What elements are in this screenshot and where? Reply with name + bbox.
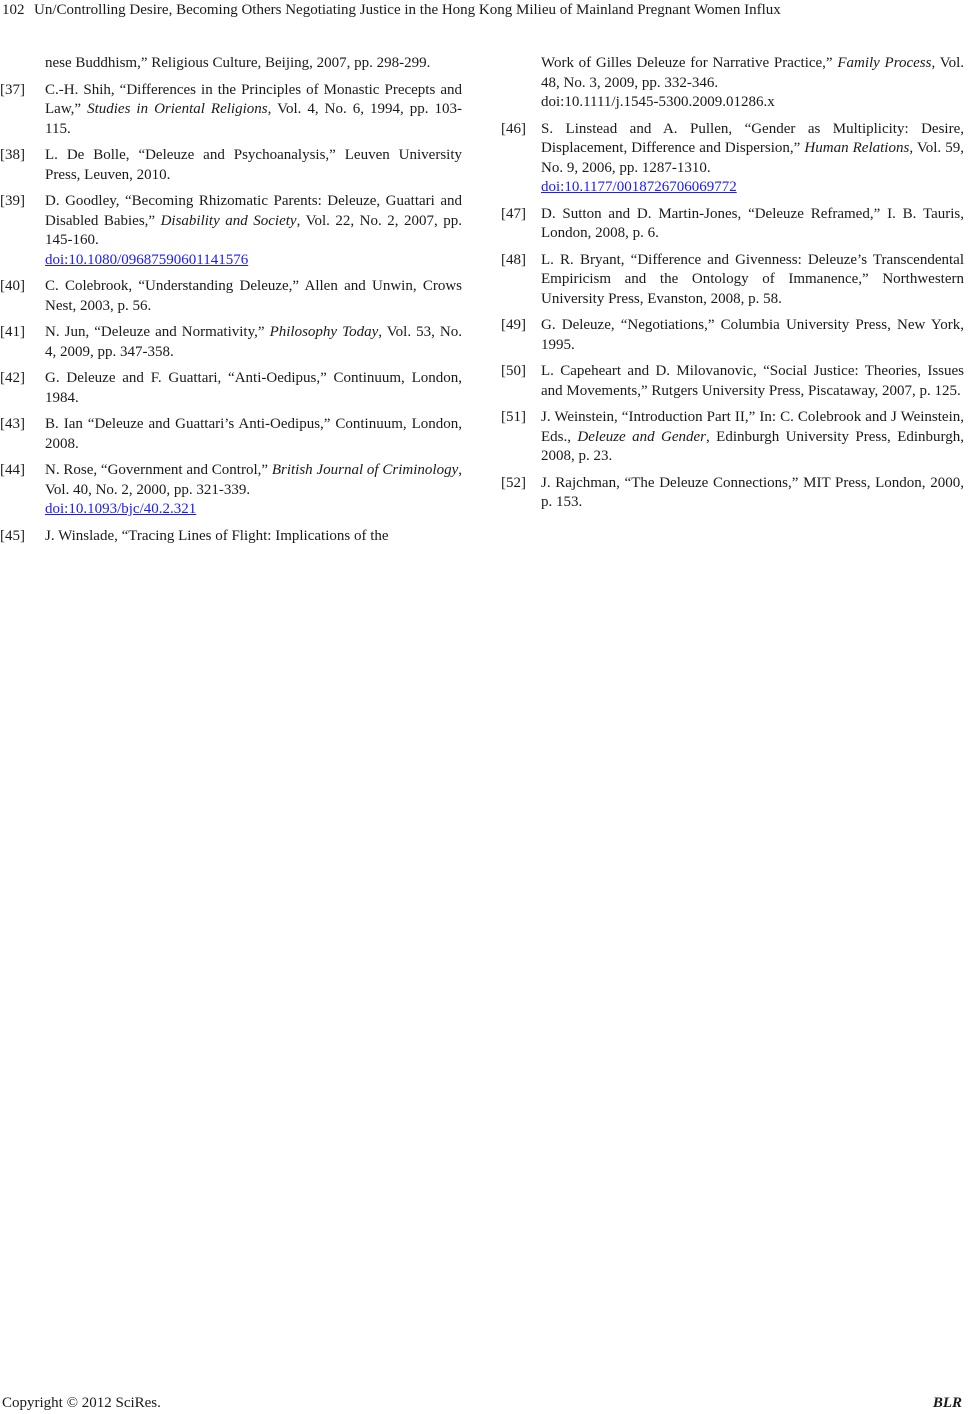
- reference-text: C. Colebrook, “Understanding Deleuze,” Allen and Unwin, Crows Nest, 2003, p. 56.: [45, 278, 462, 314]
- reference-continuation: nese Buddhism,” Religious Culture, Beijing, 2007, pp. 298-299.: [45, 55, 431, 71]
- reference-number: [37]: [0, 81, 25, 98]
- reference-number: [42]: [0, 370, 25, 386]
- reference-details: , Vol. 59, No. 9, 2006, pp. 1287-1310.: [541, 140, 964, 176]
- reference-list-right: [501, 120, 964, 513]
- reference-item: [501, 205, 964, 244]
- reference-item: [0, 461, 462, 520]
- journal-title: Family Process: [837, 55, 932, 71]
- reference-number: [43]: [0, 416, 25, 432]
- copyright-notice: Copyright © 2012 SciRes.: [2, 1395, 161, 1411]
- reference-item: [0, 369, 462, 408]
- reference-number: [39]: [0, 193, 25, 209]
- reference-item: [501, 474, 964, 513]
- reference-text: G. Deleuze and F. Guattari, “Anti-Oedipus,” Continuum, London, 1984.: [45, 370, 462, 406]
- reference-text: B. Ian “Deleuze and Guattari’s Anti-Oedipus,” Continuum, London, 2008.: [45, 416, 462, 452]
- reference-item: [0, 323, 462, 362]
- doi-link[interactable]: doi:10.1093/bjc/40.2.321: [45, 501, 197, 517]
- reference-details: , Vol. 40, No. 2, 2000, pp. 321-339.: [45, 462, 462, 498]
- reference-number: [49]: [501, 317, 526, 333]
- reference-text: L. Capeheart and D. Milovanovic, “Social Justice: Theories, Issues and Movements,” Rutgers University Press, Piscataway, 2007, p. 125.: [541, 363, 964, 399]
- reference-item: [501, 362, 964, 401]
- reference-text: L. De Bolle, “Deleuze and Psychoanalysis,” Leuven University Press, Leuven, 2010.: [45, 147, 462, 183]
- reference-continuation-right: [504, 54, 964, 113]
- journal-title: Philosophy Today: [269, 324, 379, 340]
- reference-number: [40]: [0, 278, 25, 294]
- reference-text: Work of Gilles Deleuze for Narrative Practice,”: [541, 55, 838, 71]
- reference-text: S. Linstead and A. Pullen, “Gender as Multiplicity: Desire, Displacement, Difference and Dispersion,”: [541, 120, 964, 156]
- journal-title: Deleuze and Gender: [577, 428, 707, 445]
- journal-title: Studies in Oriental Religions: [87, 101, 268, 117]
- reference-number: [41]: [0, 324, 25, 340]
- doi-link[interactable]: doi:10.1111/j.1545-5300.2009.01286.x: [541, 94, 775, 110]
- reference-details: , Vol. 48, No. 3, 2009, pp. 332-346.: [541, 55, 965, 91]
- left-column: [0, 54, 462, 553]
- doi-link[interactable]: doi:10.1080/09687590601141576: [45, 251, 249, 268]
- reference-item: [0, 146, 462, 185]
- reference-text: J. Winslade, “Tracing Lines of Flight: Implications of the: [45, 527, 389, 544]
- reference-text: D. Sutton and D. Martin-Jones, “Deleuze Reframed,” I. B. Tauris, London, 2008, p. 6.: [541, 205, 964, 241]
- reference-item: [501, 120, 964, 198]
- right-column: [501, 54, 965, 520]
- reference-number: [38]: [0, 147, 25, 163]
- reference-text: G. Deleuze, “Negotiations,” Columbia University Press, New York, 1995.: [541, 317, 964, 353]
- reference-text: D. Goodley, “Becoming Rhizomatic Parents: Deleuze, Guattari and Disabled Babies,”: [45, 193, 462, 229]
- reference-item: [501, 251, 964, 310]
- reference-details: , Vol. 53, No. 4, 2009, pp. 347-358.: [45, 324, 462, 360]
- page-header: [0, 0, 968, 22]
- reference-list-left: [0, 81, 462, 547]
- reference-number: [47]: [501, 205, 526, 222]
- reference-text: N. Jun, “Deleuze and Normativity,”: [45, 324, 270, 340]
- reference-number: [46]: [501, 120, 526, 137]
- reference-number: [50]: [501, 363, 526, 379]
- reference-item: [0, 81, 462, 140]
- page-number: 102: [2, 2, 25, 18]
- reference-item: [0, 527, 462, 547]
- reference-number: [44]: [0, 462, 25, 478]
- reference-details: , Vol. 4, No. 6, 1994, pp. 103-115.: [45, 101, 462, 137]
- reference-number: [45]: [0, 527, 25, 544]
- reference-text: N. Rose, “Government and Control,”: [45, 462, 272, 478]
- reference-item: [501, 316, 964, 355]
- running-title: Un/Controlling Desire, Becoming Others Negotiating Justice in the Hong Kong Milieu of Mainland Pregnant Women Influx: [34, 2, 781, 18]
- doi-link[interactable]: doi:10.1177/0018726706069772: [541, 179, 737, 195]
- journal-title: Disability and Society: [160, 212, 297, 229]
- journal-abbreviation: BLR: [932, 1395, 962, 1411]
- reference-number: [51]: [501, 409, 526, 425]
- reference-number: [52]: [501, 474, 526, 491]
- reference-text: C.-H. Shih, “Differences in the Principles of Monastic Precepts and Law,”: [45, 81, 462, 117]
- reference-details: , Edinburgh University Press, Edinburgh, 2008, p. 23.: [541, 428, 964, 464]
- reference-details: , Vol. 22, No. 2, 2007, pp. 145-160.: [45, 212, 462, 248]
- reference-item: [0, 192, 462, 270]
- journal-title: Human Relations: [804, 140, 910, 156]
- reference-text: J. Rajchman, “The Deleuze Connections,” MIT Press, London, 2000, p. 153.: [541, 474, 964, 510]
- reference-number: [48]: [501, 251, 526, 268]
- reference-item: [501, 408, 964, 467]
- reference-text: L. R. Bryant, “Difference and Givenness: Deleuze’s Transcendental Empiricism and the Ontology of Immanence,” Northwestern University Press, Evanston, 2008, p. 58.: [541, 251, 964, 307]
- reference-text: J. Weinstein, “Introduction Part II,” In: C. Colebrook and J Weinstein, Eds.,: [541, 409, 964, 445]
- reference-item: [0, 415, 462, 454]
- journal-title: British Journal of Criminology: [271, 462, 459, 478]
- reference-item: [0, 277, 462, 316]
